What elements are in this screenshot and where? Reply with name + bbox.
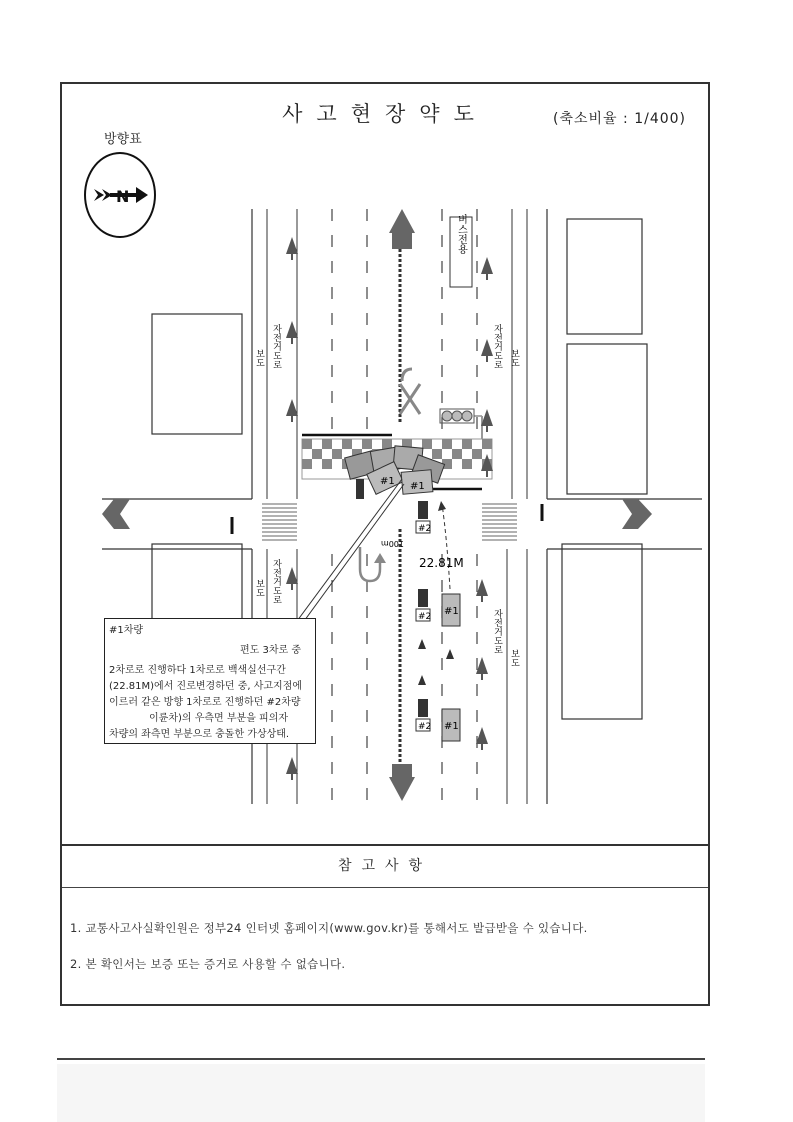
bike-path-label-right: 자전거도로 [492,324,502,369]
sidewalk-label-lower: 보도 [254,579,264,597]
east-road-arrow-icon [622,499,652,529]
callout-line: 이르러 같은 방향 1차로로 진행하던 #2차량 [109,697,301,708]
building [152,314,242,434]
vehicle2-label-3: #2 [418,722,432,732]
vehicle1-label-b: #1 [444,721,459,732]
vehicle1-collision-label: #1 [380,476,395,487]
vehicle2-label-2: #2 [418,612,432,622]
svg-text:N: N [116,187,130,206]
building [562,544,642,719]
distance-label: 22.81M [419,556,464,570]
vehicle1-collision-label-2: #1 [410,481,425,492]
diagram-frame [60,82,710,1006]
sidewalk-label-lower-right: 보도 [509,649,519,667]
callout-line: 차량의 좌측면 부분으로 충돌한 가상상태. [109,729,290,740]
sidewalk-label-right: 보도 [509,349,519,367]
callout-line: (22.81M)에서 진로변경하던 중, 사고지점에 [109,681,303,692]
distance-label-2: 100m [380,539,404,548]
building [567,219,642,334]
bike-path-label: 자전거도로 [271,324,281,369]
page-title: 사고현장약도 [282,102,488,126]
callout-title: #1차량 [109,625,144,636]
note-item: 1. 교통사고사실확인원은 정부24 인터넷 홈페이지(www.gov.kr)를 통해서도 발급받을 수 있습니다. [70,921,588,935]
bike-path-label-lower: 자전거도로 [271,559,281,604]
section-divider [62,887,708,888]
vehicle1-callout [104,618,316,744]
notes-title: 참고사항 [337,858,433,874]
west-road-arrow-icon [102,499,130,529]
compass-label: 방향표 [104,132,142,147]
building [567,344,647,494]
bus-lane-label: 버스전용 [455,214,467,254]
callout-line: 편도 3차로 중 [239,645,301,656]
callout-line: 2차로로 진행하다 1차로로 백색실선구간 [109,665,286,676]
sidewalk-label: 보도 [254,349,264,367]
scale-label: (축소비율 : 1/400) [553,111,686,127]
page-footer-area [57,1064,705,1122]
section-divider [62,844,708,846]
note-item: 2. 본 확인서는 보증 또는 증거로 사용할 수 없습니다. [70,957,346,971]
vehicle2-label-1: #2 [418,524,432,534]
bottom-rule [57,1058,705,1060]
motorcycle-icon [356,479,364,499]
bike-path-label-lower-right: 자전거도로 [492,609,502,654]
vehicle1-label-a: #1 [444,606,459,617]
callout-line: 이륜차)의 우측면 부분을 피의자 [149,713,289,724]
